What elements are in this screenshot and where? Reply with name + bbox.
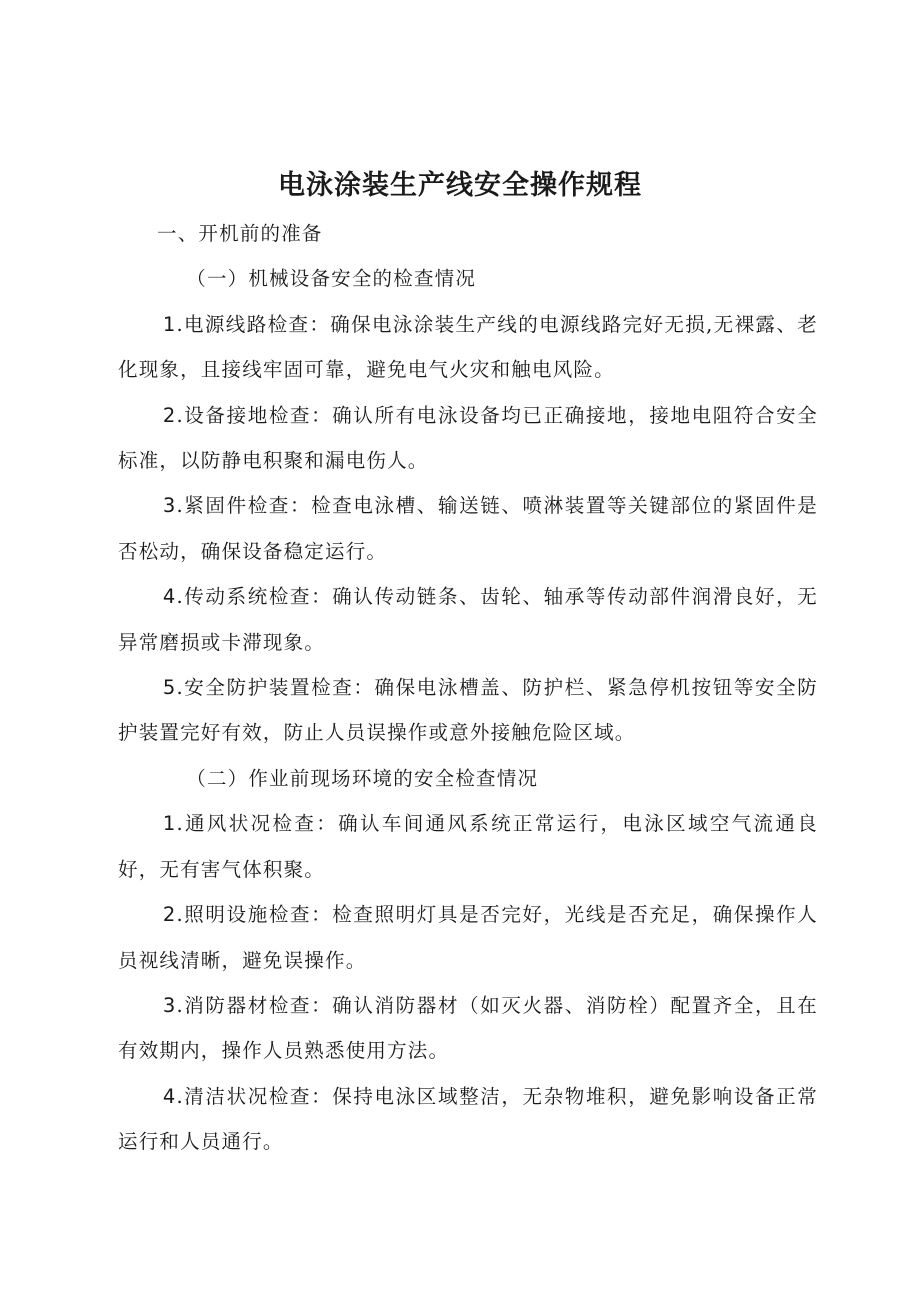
item-text: .清洁状况检查：保持电泳区域整洁，无杂物堆积，避免影响设备正常运行和人员通行。 [118, 1084, 818, 1154]
item-number: 4 [162, 1084, 177, 1108]
list-item [118, 801, 818, 892]
list-item [118, 393, 818, 484]
list-item [118, 892, 818, 983]
item-text: .设备接地检查：确认所有电泳设备均已正确接地，接地电阻符合安全标准，以防静电积聚和漏电伤人。 [118, 403, 818, 473]
item-text: .紧固件检查：检查电泳槽、输送链、喷淋装置等关键部位的紧固件是否松动，确保设备稳定运行。 [118, 494, 818, 563]
item-number: 2 [162, 903, 177, 927]
list-item [118, 574, 818, 665]
item-text: .安全防护装置检查：确保电泳槽盖、防护栏、紧急停机按钮等安全防护装置完好有效，防止人员误操作或意外接触危险区域。 [118, 676, 818, 745]
item-text: .通风状况检查：确认车间通风系统正常运行，电泳区域空气流通良好，无有害气体积聚。 [118, 812, 818, 881]
subsection-heading: （二）作业前现场环境的安全检查情况 [186, 766, 539, 790]
item-text: .照明设施检查：检查照明灯具是否完好，光线是否充足，确保操作人员视线清晰，避免误操作。 [118, 903, 818, 972]
list-item [118, 483, 818, 574]
item-number: 1 [162, 312, 177, 336]
item-number: 4 [162, 585, 177, 609]
item-number: 1 [162, 812, 177, 836]
list-item [118, 983, 818, 1074]
document-body [118, 211, 818, 1165]
item-number: 3 [162, 494, 177, 518]
list-item [118, 665, 818, 756]
item-text: .电源线路检查：确保电泳涂装生产线的电源线路完好无损,无裸露、老化现象，且接线牢固可靠，避免电气火灾和触电风险。 [118, 312, 818, 382]
item-number: 3 [162, 993, 177, 1017]
item-text: .消防器材检查：确认消防器材（如灭火器、消防栓）配置齐全，且在有效期内，操作人员熟悉使用方法。 [118, 993, 818, 1063]
item-text: .传动系统检查：确认传动链条、齿轮、轴承等传动部件润滑良好，无异常磨损或卡滞现象。 [118, 585, 818, 654]
section-heading: 一、开机前的准备 [157, 222, 323, 245]
item-number: 5 [162, 676, 177, 700]
document-title: 电泳涂装生产线安全操作规程 [278, 170, 642, 201]
item-number: 2 [162, 403, 177, 427]
list-item [118, 1074, 818, 1165]
list-item [118, 302, 818, 393]
subsection-heading: （一）机械设备安全的检查情况 [186, 267, 477, 291]
